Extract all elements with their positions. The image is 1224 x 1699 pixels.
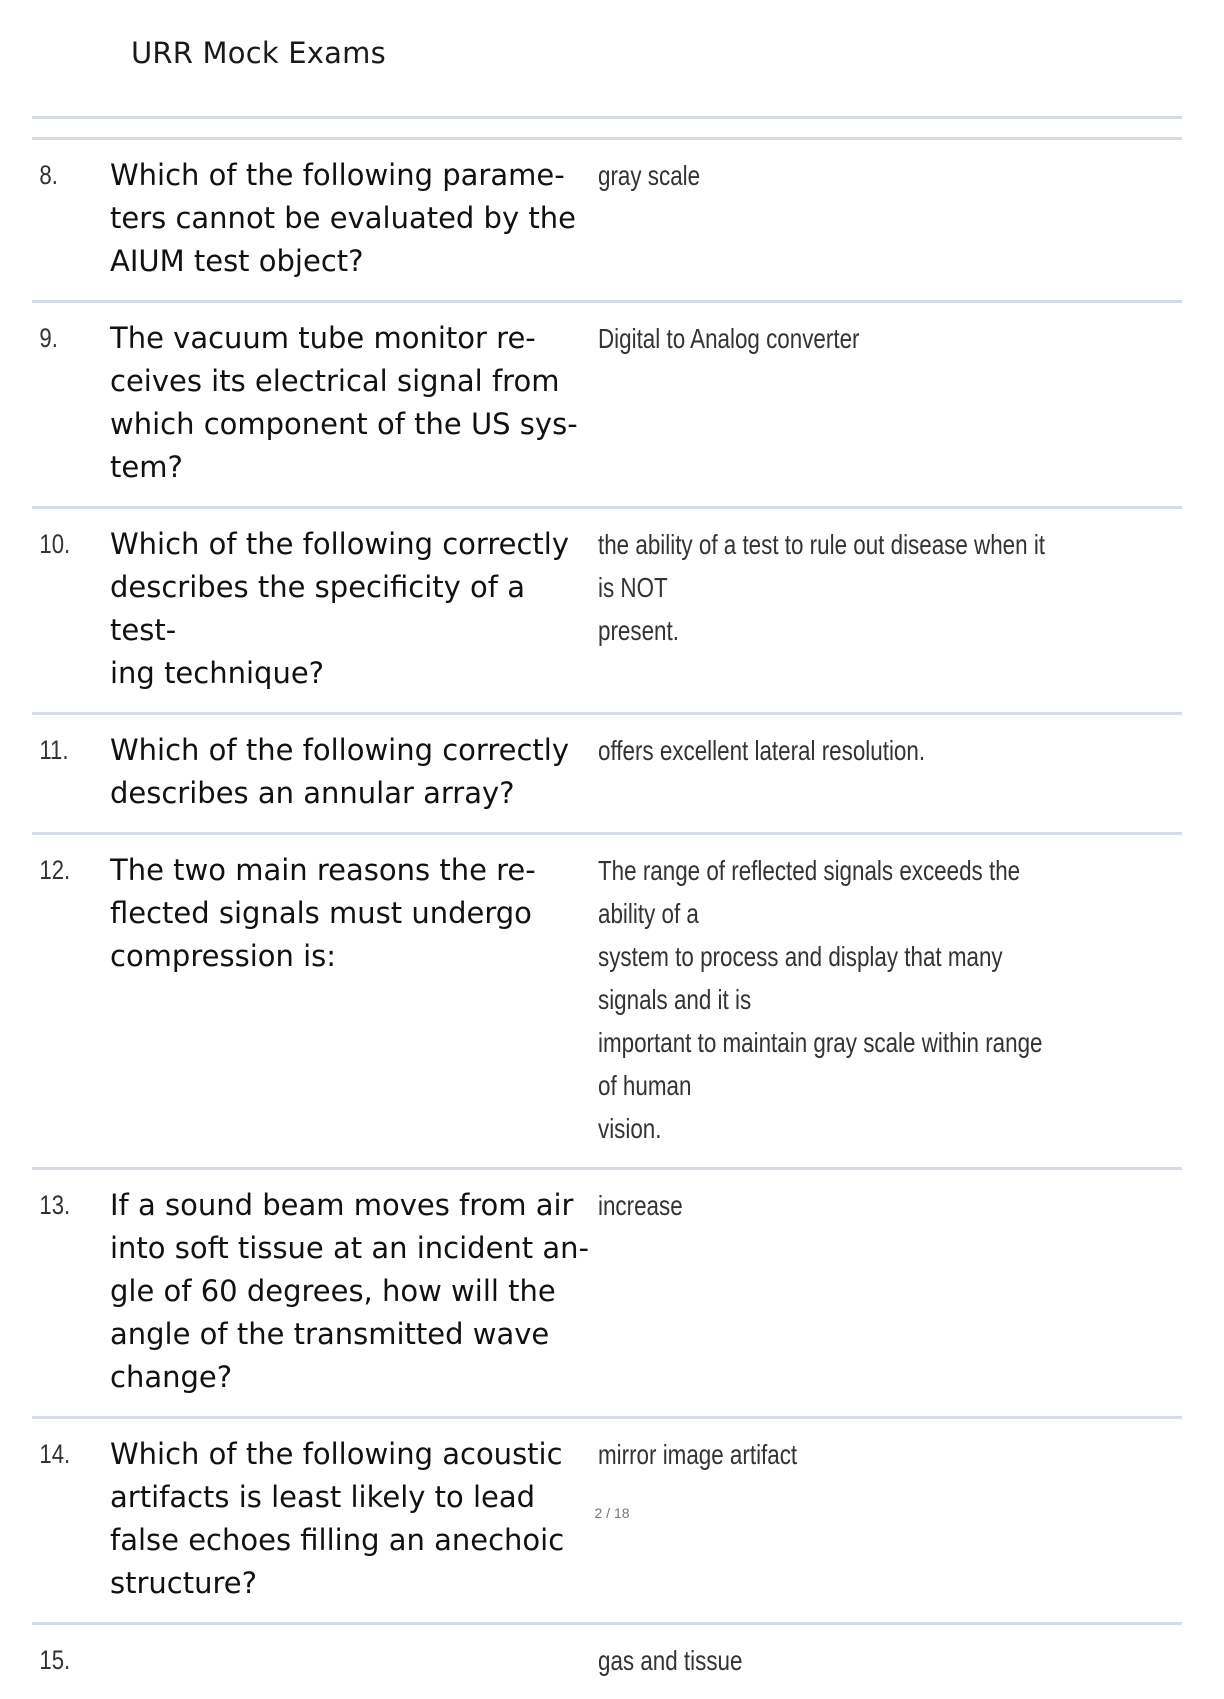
page-header-title: URR Mock Exams (131, 36, 386, 70)
question-number: 11. (39, 735, 69, 765)
question-text: If a sound beam moves from air into soft tissue at an incident an- gle of 60 degrees, how will the angle of the transmitted wave change? (110, 1188, 589, 1394)
question-text: Which of the following correctly describes the specificity of a test- ing technique? (110, 527, 569, 690)
qa-row-14 (32, 1419, 1182, 1625)
header-divider (32, 116, 1182, 119)
answer-text: gas and tissue (598, 1645, 743, 1676)
answer-text: increase (598, 1190, 683, 1221)
qa-row-15 (32, 1625, 1182, 1699)
question-number: 12. (39, 855, 71, 885)
qa-row-8 (32, 140, 1182, 303)
qa-row-13 (32, 1170, 1182, 1419)
question-text: Which of the following correctly describes an annular array? (110, 733, 569, 810)
question-number: 10. (39, 529, 71, 559)
question-text: The vacuum tube monitor re- ceives its electrical signal from which component of the US sys- tem? (110, 321, 578, 484)
page-number: 2 / 18 (594, 1505, 630, 1521)
answer-text: mirror image artifact (598, 1439, 798, 1470)
question-number: 13. (39, 1190, 71, 1220)
question-answer-list (32, 140, 1182, 1699)
answer-text: Digital to Analog converter (598, 323, 860, 354)
qa-row-12 (32, 835, 1182, 1170)
answer-text: gray scale (598, 160, 701, 191)
question-text: Which of the following acoustic artifacts is least likely to lead false echoes filling an anechoic structure? (110, 1437, 565, 1600)
question-number: 15. (39, 1645, 71, 1675)
answer-text: the ability of a test to rule out disease when it is NOT present. (598, 529, 1046, 646)
question-number: 9. (39, 323, 58, 353)
question-text: Which of the following parame- ters cannot be evaluated by the AIUM test object? (110, 158, 576, 278)
question-text: The two main reasons the re- flected signals must undergo compression is: (110, 853, 536, 973)
qa-row-11 (32, 715, 1182, 835)
qa-row-10 (32, 509, 1182, 715)
qa-row-9 (32, 303, 1182, 509)
question-number: 8. (39, 160, 58, 190)
question-number: 14. (39, 1439, 71, 1469)
answer-text: The range of reflected signals exceeds the ability of a system to process and display that many signals and it is important to maintain gray scale within range of human vision. (598, 855, 1043, 1144)
answer-text: offers excellent lateral resolution. (598, 735, 926, 766)
